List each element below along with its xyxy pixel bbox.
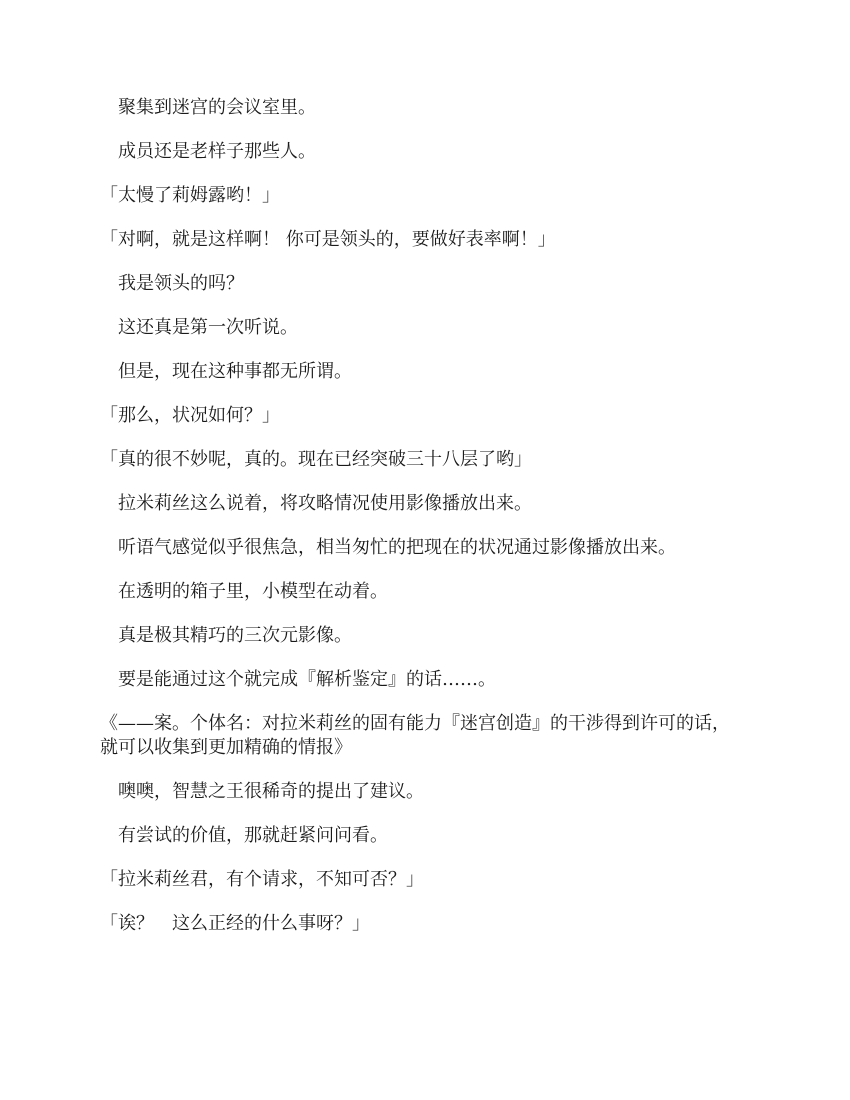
paragraph: 我是领头的吗？ <box>100 273 244 294</box>
paragraph: 噢噢，智慧之王很稀奇的提出了建议。 <box>100 781 424 802</box>
dialogue-line: 「太慢了莉姆露哟！」 <box>100 185 280 206</box>
paragraph: 在透明的箱子里，小模型在动着。 <box>100 581 388 602</box>
paragraph: 但是，现在这种事都无所谓。 <box>100 361 352 382</box>
system-message: 《——案。个体名：对拉米莉丝的固有能力『迷宫创造』的干涉得到许可的话，就可以收集到更加精确的情报》 <box>100 713 730 758</box>
dialogue-line: 「诶？ 这么正经的什么事呀？」 <box>100 913 370 934</box>
novel-text <box>100 96 740 956</box>
paragraph: 拉米莉丝这么说着，将攻略情况使用影像播放出来。 <box>100 493 532 514</box>
dialogue-line: 「拉米莉丝君，有个请求，不知可否？」 <box>100 869 424 890</box>
paragraph: 听语气感觉似乎很焦急，相当匆忙的把现在的状况通过影像播放出来。 <box>100 537 676 558</box>
paragraph: 真是极其精巧的三次元影像。 <box>100 625 352 646</box>
dialogue-line: 「那么，状况如何？」 <box>100 405 280 426</box>
paragraph: 这还真是第一次听说。 <box>100 317 298 338</box>
dialogue-line: 「真的很不妙呢，真的。现在已经突破三十八层了哟」 <box>100 449 532 470</box>
paragraph: 有尝试的价值，那就赶紧问问看。 <box>100 825 388 846</box>
paragraph: 聚集到迷宫的会议室里。 <box>100 97 316 118</box>
paragraph: 成员还是老样子那些人。 <box>100 141 316 162</box>
dialogue-line: 「对啊，就是这样啊！ 你可是领头的，要做好表率啊！」 <box>100 229 556 250</box>
paragraph: 要是能通过这个就完成『解析鉴定』的话……。 <box>100 669 496 690</box>
